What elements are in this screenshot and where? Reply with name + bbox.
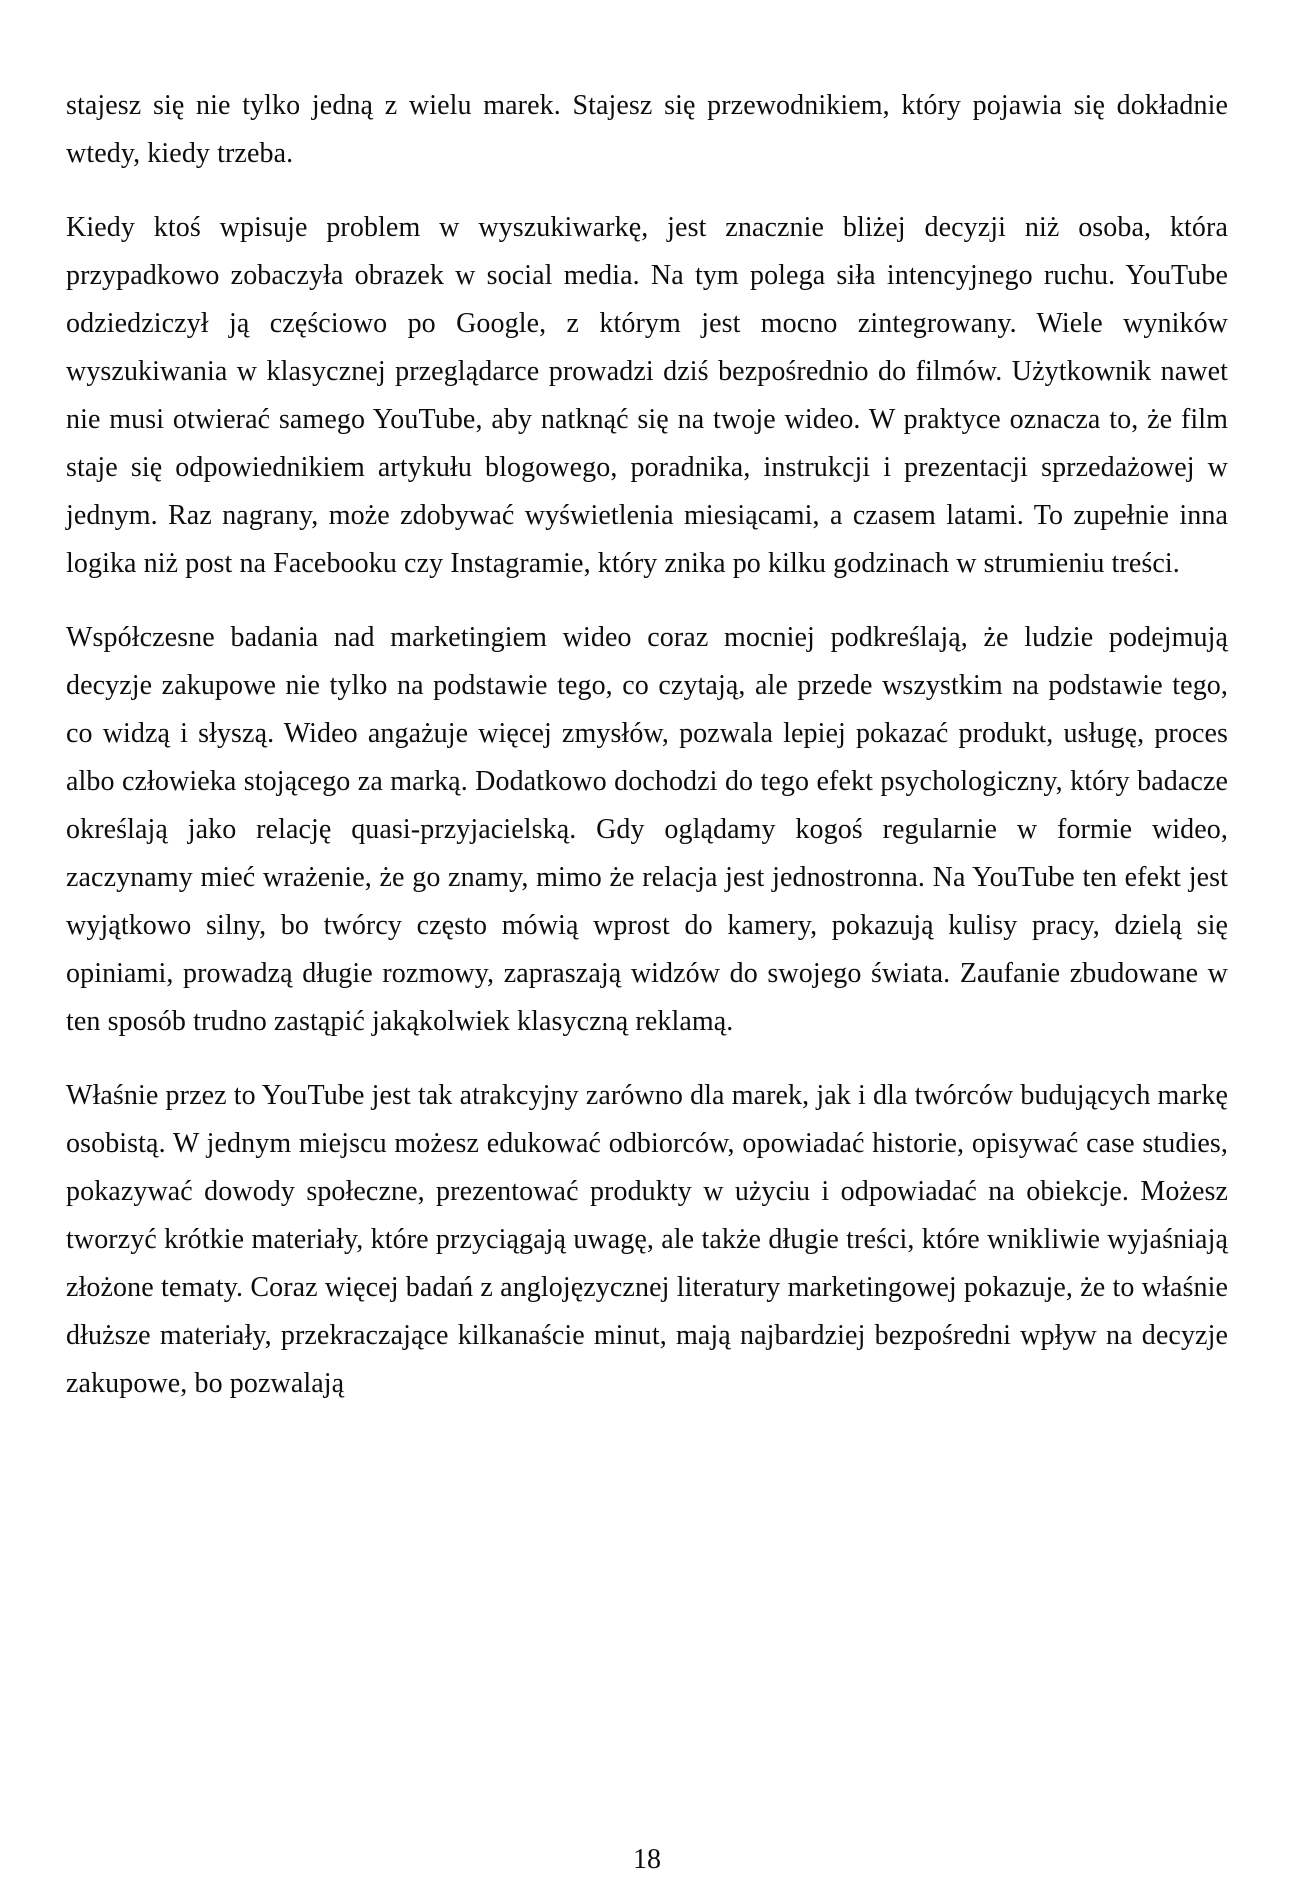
paragraph-4: Właśnie przez to YouTube jest tak atrakcyjny zarówno dla marek, jak i dla twórców budujących markę osobistą. W jednym miejscu możesz edukować odbiorców, opowiadać historie, opisywać case studies, pokazywać dowody społeczne, prezentować produkty w użyciu i odpowiadać na obiekcje. Możesz tworzyć krótkie materiały, które przyciągają uwagę, ale także długie treści, które wnikliwie wyjaśniają złożone tematy. Coraz więcej badań z anglojęzycznej literatury marketingowej pokazuje, że to właśnie dłuższe materiały, przekraczające kilkanaście minut, mają najbardziej bezpośredni wpływ na decyzje zakupowe, bo pozwalają bbox=[66, 1080, 1228, 1399]
page-number: 18 bbox=[633, 1844, 661, 1875]
paragraph-2: Kiedy ktoś wpisuje problem w wyszukiwarkę, jest znacznie bliżej decyzji niż osoba, która przypadkowo zobaczyła obrazek w social media. Na tym polega siła intencyjnego ruchu. YouTube odziedziczył ją częściowo po Google, z którym jest mocno zintegrowany. Wiele wyników wyszukiwania w klasycznej przeglądarce prowadzi dziś bezpośrednio do filmów. Użytkownik nawet nie musi otwierać samego YouTube, aby natknąć się na twoje wideo. W praktyce oznacza to, że film staje się odpowiednikiem artykułu blogowego, poradnika, instrukcji i prezentacji sprzedażowej w jednym. Raz nagrany, może zdobywać wyświetlenia miesiącami, a czasem latami. To zupełnie inna logika niż post na Facebooku czy Instagramie, który znika po kilku godzinach w strumieniu treści. bbox=[66, 212, 1228, 579]
page-body-text bbox=[66, 82, 1228, 1408]
paragraph-3: Współczesne badania nad marketingiem wideo coraz mocniej podkreślają, że ludzie podejmują decyzje zakupowe nie tylko na podstawie tego, co czytają, ale przede wszystkim na podstawie tego, co widzą i słyszą. Wideo angażuje więcej zmysłów, pozwala lepiej pokazać produkt, usługę, proces albo człowieka stojącego za marką. Dodatkowo dochodzi do tego efekt psychologiczny, który badacze określają jako relację quasi-przyjacielską. Gdy oglądamy kogoś regularnie w formie wideo, zaczynamy mieć wrażenie, że go znamy, mimo że relacja jest jednostronna. Na YouTube ten efekt jest wyjątkowo silny, bo twórcy często mówią wprost do kamery, pokazują kulisy pracy, dzielą się opiniami, prowadzą długie rozmowy, zapraszają widzów do swojego świata. Zaufanie zbudowane w ten sposób trudno zastąpić jakąkolwiek klasyczną reklamą. bbox=[66, 622, 1228, 1037]
paragraph-1: stajesz się nie tylko jedną z wielu marek. Stajesz się przewodnikiem, który pojawia się dokładnie wtedy, kiedy trzeba. bbox=[66, 90, 1228, 169]
